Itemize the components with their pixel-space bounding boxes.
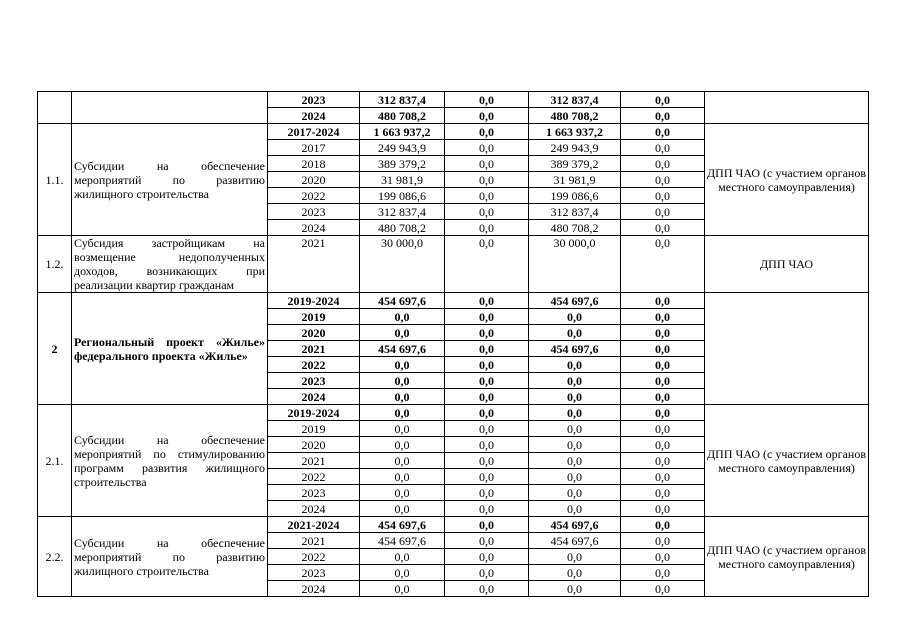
amount-cell: 0,0: [621, 140, 705, 156]
amount-cell: 0,0: [445, 140, 529, 156]
amount-cell: 0,0: [529, 437, 621, 453]
year-cell: 2020: [268, 437, 360, 453]
amount-cell: 0,0: [529, 581, 621, 597]
year-cell: 2024: [268, 581, 360, 597]
amount-cell: 0,0: [621, 421, 705, 437]
amount-cell: 0,0: [621, 517, 705, 533]
executor-cell: [705, 92, 869, 124]
amount-cell: 0,0: [445, 389, 529, 405]
amount-cell: 0,0: [445, 453, 529, 469]
year-cell: 2021-2024: [268, 517, 360, 533]
amount-cell: 0,0: [621, 92, 705, 108]
amount-cell: 0,0: [529, 357, 621, 373]
item-name: Субсидии на обеспечение мероприятий по стимулированию программ развития жилищного строительства: [72, 405, 268, 517]
year-cell: 2019-2024: [268, 293, 360, 309]
amount-cell: 0,0: [445, 469, 529, 485]
item-name: Субсидия застройщикам на возмещение недополученных доходов, возникающих при реализации квартир гражданам: [72, 236, 268, 293]
amount-cell: 0,0: [360, 565, 445, 581]
amount-cell: 0,0: [621, 389, 705, 405]
amount-cell: 30 000,0: [360, 236, 445, 293]
amount-cell: 0,0: [360, 357, 445, 373]
table-row: [38, 124, 869, 140]
item-number: 2: [38, 293, 72, 405]
item-number: 2.1.: [38, 405, 72, 517]
amount-cell: 0,0: [621, 469, 705, 485]
year-cell: 2022: [268, 549, 360, 565]
amount-cell: 199 086,6: [360, 188, 445, 204]
amount-cell: 0,0: [621, 293, 705, 309]
amount-cell: 0,0: [529, 469, 621, 485]
amount-cell: 0,0: [621, 108, 705, 124]
amount-cell: 0,0: [360, 325, 445, 341]
amount-cell: 0,0: [445, 124, 529, 140]
amount-cell: 0,0: [621, 549, 705, 565]
amount-cell: 0,0: [621, 172, 705, 188]
amount-cell: 0,0: [529, 373, 621, 389]
amount-cell: 30 000,0: [529, 236, 621, 293]
year-cell: 2023: [268, 485, 360, 501]
amount-cell: 0,0: [621, 325, 705, 341]
amount-cell: 0,0: [445, 373, 529, 389]
amount-cell: 0,0: [445, 325, 529, 341]
amount-cell: 0,0: [445, 108, 529, 124]
table-row: [38, 92, 869, 108]
amount-cell: 0,0: [621, 565, 705, 581]
amount-cell: 454 697,6: [529, 533, 621, 549]
amount-cell: 0,0: [621, 373, 705, 389]
amount-cell: 0,0: [529, 565, 621, 581]
year-cell: 2023: [268, 373, 360, 389]
executor-cell: [705, 293, 869, 405]
year-cell: 2023: [268, 92, 360, 108]
year-cell: 2019-2024: [268, 405, 360, 421]
amount-cell: 0,0: [360, 373, 445, 389]
amount-cell: 0,0: [360, 485, 445, 501]
amount-cell: 0,0: [360, 437, 445, 453]
year-cell: 2024: [268, 501, 360, 517]
item-name: [72, 92, 268, 124]
amount-cell: 0,0: [360, 501, 445, 517]
amount-cell: 249 943,9: [529, 140, 621, 156]
amount-cell: 454 697,6: [360, 533, 445, 549]
amount-cell: 0,0: [360, 469, 445, 485]
year-cell: 2020: [268, 325, 360, 341]
amount-cell: 0,0: [445, 357, 529, 373]
year-cell: 2017-2024: [268, 124, 360, 140]
amount-cell: 0,0: [529, 325, 621, 341]
amount-cell: 0,0: [445, 204, 529, 220]
amount-cell: 0,0: [445, 236, 529, 293]
funding-table: [37, 91, 869, 597]
year-cell: 2022: [268, 469, 360, 485]
amount-cell: 0,0: [445, 533, 529, 549]
amount-cell: 0,0: [621, 357, 705, 373]
amount-cell: 0,0: [360, 549, 445, 565]
amount-cell: 0,0: [445, 565, 529, 581]
amount-cell: 312 837,4: [360, 92, 445, 108]
executor-cell: ДПП ЧАО (с участием органов местного самоуправления): [705, 517, 869, 597]
table-body: [38, 92, 869, 597]
item-name: Субсидии на обеспечение мероприятий по развитию жилищного строительства: [72, 517, 268, 597]
amount-cell: 249 943,9: [360, 140, 445, 156]
amount-cell: 0,0: [529, 549, 621, 565]
table-row: [38, 236, 869, 293]
amount-cell: 31 981,9: [529, 172, 621, 188]
item-number: 1.1.: [38, 124, 72, 236]
amount-cell: 0,0: [445, 188, 529, 204]
amount-cell: 0,0: [445, 156, 529, 172]
item-name: Региональный проект «Жилье» федерального проекта «Жилье»: [72, 293, 268, 405]
amount-cell: 0,0: [445, 549, 529, 565]
amount-cell: 454 697,6: [529, 293, 621, 309]
year-cell: 2023: [268, 565, 360, 581]
year-cell: 2021: [268, 341, 360, 357]
year-cell: 2019: [268, 309, 360, 325]
amount-cell: 0,0: [360, 405, 445, 421]
year-cell: 2018: [268, 156, 360, 172]
item-number: 2.2.: [38, 517, 72, 597]
amount-cell: 0,0: [621, 405, 705, 421]
amount-cell: 0,0: [445, 309, 529, 325]
amount-cell: 0,0: [445, 421, 529, 437]
amount-cell: 0,0: [445, 485, 529, 501]
amount-cell: 0,0: [621, 533, 705, 549]
amount-cell: 312 837,4: [360, 204, 445, 220]
year-cell: 2024: [268, 220, 360, 236]
amount-cell: 454 697,6: [360, 341, 445, 357]
amount-cell: 0,0: [529, 309, 621, 325]
amount-cell: 312 837,4: [529, 92, 621, 108]
year-cell: 2022: [268, 188, 360, 204]
table-row: [38, 405, 869, 421]
amount-cell: 1 663 937,2: [529, 124, 621, 140]
table-row: [38, 293, 869, 309]
executor-cell: ДПП ЧАО (с участием органов местного самоуправления): [705, 124, 869, 236]
year-cell: 2022: [268, 357, 360, 373]
item-number: 1.2.: [38, 236, 72, 293]
year-cell: 2019: [268, 421, 360, 437]
year-cell: 2021: [268, 533, 360, 549]
amount-cell: 0,0: [445, 437, 529, 453]
amount-cell: 0,0: [445, 501, 529, 517]
year-cell: 2021: [268, 236, 360, 293]
amount-cell: 0,0: [529, 389, 621, 405]
amount-cell: 0,0: [445, 341, 529, 357]
amount-cell: 0,0: [445, 92, 529, 108]
amount-cell: 0,0: [445, 172, 529, 188]
amount-cell: 0,0: [621, 309, 705, 325]
amount-cell: 0,0: [621, 501, 705, 517]
amount-cell: 480 708,2: [360, 108, 445, 124]
amount-cell: 0,0: [621, 437, 705, 453]
amount-cell: 480 708,2: [529, 108, 621, 124]
amount-cell: 454 697,6: [360, 293, 445, 309]
year-cell: 2020: [268, 172, 360, 188]
amount-cell: 1 663 937,2: [360, 124, 445, 140]
amount-cell: 0,0: [621, 236, 705, 293]
executor-cell: ДПП ЧАО (с участием органов местного самоуправления): [705, 405, 869, 517]
amount-cell: 0,0: [445, 517, 529, 533]
amount-cell: 0,0: [621, 124, 705, 140]
amount-cell: 0,0: [360, 581, 445, 597]
amount-cell: 389 379,2: [529, 156, 621, 172]
amount-cell: 480 708,2: [360, 220, 445, 236]
amount-cell: 0,0: [445, 220, 529, 236]
amount-cell: 0,0: [529, 501, 621, 517]
amount-cell: 0,0: [360, 389, 445, 405]
amount-cell: 0,0: [529, 421, 621, 437]
amount-cell: 0,0: [529, 405, 621, 421]
amount-cell: 0,0: [621, 485, 705, 501]
amount-cell: 0,0: [621, 220, 705, 236]
amount-cell: 0,0: [360, 453, 445, 469]
year-cell: 2024: [268, 108, 360, 124]
amount-cell: 454 697,6: [529, 517, 621, 533]
amount-cell: 0,0: [621, 341, 705, 357]
table-row: [38, 517, 869, 533]
amount-cell: 0,0: [360, 421, 445, 437]
amount-cell: 0,0: [621, 581, 705, 597]
amount-cell: 0,0: [360, 309, 445, 325]
amount-cell: 0,0: [621, 188, 705, 204]
amount-cell: 389 379,2: [360, 156, 445, 172]
amount-cell: 199 086,6: [529, 188, 621, 204]
item-number: [38, 92, 72, 124]
amount-cell: 312 837,4: [529, 204, 621, 220]
amount-cell: 454 697,6: [360, 517, 445, 533]
year-cell: 2023: [268, 204, 360, 220]
amount-cell: 0,0: [621, 156, 705, 172]
amount-cell: 0,0: [445, 293, 529, 309]
year-cell: 2017: [268, 140, 360, 156]
amount-cell: 0,0: [445, 581, 529, 597]
executor-cell: ДПП ЧАО: [705, 236, 869, 293]
amount-cell: 0,0: [529, 485, 621, 501]
amount-cell: 0,0: [529, 453, 621, 469]
amount-cell: 454 697,6: [529, 341, 621, 357]
year-cell: 2021: [268, 453, 360, 469]
amount-cell: 0,0: [445, 405, 529, 421]
year-cell: 2024: [268, 389, 360, 405]
amount-cell: 0,0: [621, 453, 705, 469]
amount-cell: 480 708,2: [529, 220, 621, 236]
amount-cell: 31 981,9: [360, 172, 445, 188]
item-name: Субсидии на обеспечение мероприятий по развитию жилищного строительства: [72, 124, 268, 236]
amount-cell: 0,0: [621, 204, 705, 220]
